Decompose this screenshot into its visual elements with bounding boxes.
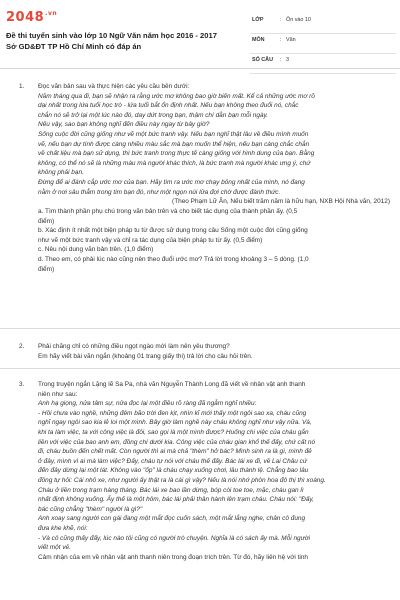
line: Trong truyện ngắn Lặng lẽ Sa Pa, nhà văn Nguyễn Thành Long đã viết về nhân vật anh thanh <box>38 381 306 388</box>
question-separator <box>0 328 400 329</box>
exam-title: Đề thi tuyển sinh vào lớp 10 Ngữ Văn năm học 2016 - 2017 <box>6 31 217 40</box>
line: niên như sau: <box>38 390 78 398</box>
task-line: điểm) <box>38 217 55 225</box>
line: - Và cô cũng thấy đấy, lúc nào tôi cũng có người trò chuyện. Nghĩa là có sách ấy mà. Mỗi người <box>38 534 311 542</box>
line: đưa khe khẽ, nói: <box>38 524 88 532</box>
line: Cảm nhận của em về nhân vật anh thanh niên trong đoạn trích trên. Từ đó, hãy liên hệ với tinh <box>38 553 309 561</box>
question-3-body <box>38 380 390 562</box>
line: vẽ, nếu bạn dự tính được càng nhiều màu sắc mà bạn muốn thể hiện, nếu bạn càng chắc chắn <box>38 140 310 148</box>
header-divider <box>0 68 400 69</box>
logo-main: 2048 <box>6 10 45 25</box>
task-line: b. Xác định ít nhất một biện pháp tu từ được sử dụng trong câu Sống một cuộc đời cũng giống <box>38 227 308 235</box>
exam-meta-table <box>250 14 396 74</box>
line: đồng tự hỏi: Cái nhỏ xe, như người ấy thật ra là cái gì vậy? Nếu là nói nhớ phôn hoa đô thị thì xoàng. <box>38 476 326 484</box>
meta-label: MÔN <box>252 37 265 43</box>
question-separator <box>0 368 400 369</box>
line: liền với việc của bao anh em, đồng chí dưới kia. Công việc của cháu gian khổ thế đấy, chứ cất nó <box>38 438 316 446</box>
exam-subtitle: Sở GD&ĐT TP Hồ Chí Minh có đáp án <box>6 42 142 51</box>
line: dại nhất trong lứa tuổi học trò - lứa tuổi bắt ổn định nhất. Nếu bạn không theo đuổi nó, chắc <box>38 102 299 110</box>
line: Nếu vậy, sao bạn không nghĩ đến điều này ngay từ bây giờ? <box>38 121 210 129</box>
meta-row-count: SỐ CÂU : 3 <box>250 54 396 74</box>
question-number: 1. <box>19 83 25 90</box>
source-citation <box>38 197 390 207</box>
line: Đừng để ai đánh cắp ước mơ của bạn. Hãy tìm ra ước mơ chạy bỏng nhất của mình, nó đang <box>38 178 305 186</box>
question-1-body <box>38 82 390 197</box>
task-line: d. Theo em, có phải lúc nào cũng nên theo đuổi ước mơ? Trả lời trong khoảng 3 – 5 dòng. (1,0 <box>38 255 309 263</box>
line: không phải bạn. <box>38 169 84 177</box>
line: Năm tháng qua đi, bạn sẽ nhận ra rằng ước mơ không bao giờ biến mất. Kể cả những ước mơ rõ <box>38 92 315 100</box>
line: khi ta làm việc, ta với công việc là đôi, sao gọi là một mình được? Huống chi việc của cháu gắn <box>38 428 309 436</box>
line: Anh hạ giọng, nửa tâm sự, nửa đọc lại một điều rõ ràng đã ngẫm nghĩ nhiều: <box>38 400 257 408</box>
line: Cháu ở liền trong trạm hàng tháng. Bác lái xe bao lần dừng, bóp còi toe toe, mặc, cháu gan lì <box>38 486 304 494</box>
line: không, có thể nó sẽ là những màu mà người khác thích, là bức tranh mà người khác ưng ý, chứ <box>38 159 311 167</box>
line: Em hãy viết bài văn ngắn (khoảng 01 trang giấy thi) trả lời cho câu hỏi trên. <box>38 352 253 360</box>
line: Đọc văn bản sau và thực hiện các yêu cầu bên dưới: <box>38 83 190 90</box>
line: ở đây, mình vì ai mà làm việc? Đấy, cháu tự nói với cháu thế đấy. Bác lái xe đi, về Lai Châu cứ <box>38 457 307 465</box>
line: nghĩ ngay ngôi sao kia lẻ loi một mình. Bây giờ làm nghề này cháu không nghĩ như vậy nữa. Và, <box>38 419 312 427</box>
line: Phải chăng chỉ có những điều ngọt ngào mới làm nên yêu thương? <box>38 343 230 350</box>
line: nhất định không xuống. Ấy thế là một hôm, bác lái phải thân hành lên trạm cháu. Cháu nói: "Đấy, <box>38 496 314 504</box>
task-line: như vẽ một bức tranh vậy và chỉ ra tác dụng của biện pháp tu từ ấy. (0,5 điểm) <box>38 236 263 244</box>
line: chắn nó sẽ trở lại một lúc nào đó, day dứt trong bạn, thậm chí dằn bạn mỗi ngày. <box>38 111 269 119</box>
site-logo[interactable] <box>6 10 57 25</box>
meta-value: Văn <box>286 37 296 43</box>
line: bác cũng chẳng "thèm" người là gì?" <box>38 505 143 513</box>
task-line: c. Nêu nội dung văn bản trên. (1,0 điểm) <box>38 246 154 254</box>
meta-label: LỚP <box>252 17 264 23</box>
task-line: điểm) <box>38 265 55 273</box>
line: Anh xoay sang người con gái đang một mắt đọc cuốn sách, một mắt lắng nghe, chân cô đung <box>38 515 306 523</box>
task-line: a. Tìm thành phần phụ chú trong văn bản trên và cho biết tác dụng của thành phần ấy. (0,5 <box>38 208 298 215</box>
line: - Hồi chưa vào nghề, những đêm bão trời đen kịt, nhìn kĩ mới thấy một ngôi sao xa, cháu cũng <box>38 409 307 417</box>
question-number: 2. <box>19 343 25 350</box>
line: Sống cuộc đời cũng giống như vẽ một bức tranh vậy. Nếu bạn nghĩ thật lâu về điều mình muốn <box>38 130 309 138</box>
meta-label: SỐ CÂU <box>252 57 273 63</box>
line: về chất liệu mà bạn sử dụng, thì bức tranh trong thực tế càng giống với hình dung của bạn. Bằng <box>38 150 315 158</box>
meta-row-subject: MÔN : Văn <box>250 34 396 54</box>
document-header <box>0 0 400 68</box>
line: nằm ở nơi sâu thẳm trong tim bạn đó, như một ngọn núi lửa đợi chờ được đánh thức. <box>38 188 281 196</box>
question-number: 3. <box>19 381 25 388</box>
meta-value: 3 <box>286 57 289 63</box>
question-1-tasks <box>38 207 390 274</box>
line: đi, cháu buồn đến chết mất. Còn người thì ai mà chả "thèm" hở bác? Mình sinh ra là gì, mình đẻ <box>38 448 312 456</box>
line: đến đây dừng lại một lát. Không vào "ốp" là cháu chạy xuống chơi, lâu thành lệ. Chẳng bao lâu <box>38 467 309 475</box>
logo-suffix: .vn <box>45 10 58 17</box>
question-2-body <box>38 342 390 361</box>
meta-row-class: LỚP : Ôn vào 10 <box>250 14 396 34</box>
line: viết một vẻ. <box>38 544 71 552</box>
line: (Theo Phạm Lữ Ân, Nếu biết trăm năm là hữu hạn, NXB Hội Nhà văn, 2012) <box>172 198 390 205</box>
meta-value: Ôn vào 10 <box>286 17 311 23</box>
